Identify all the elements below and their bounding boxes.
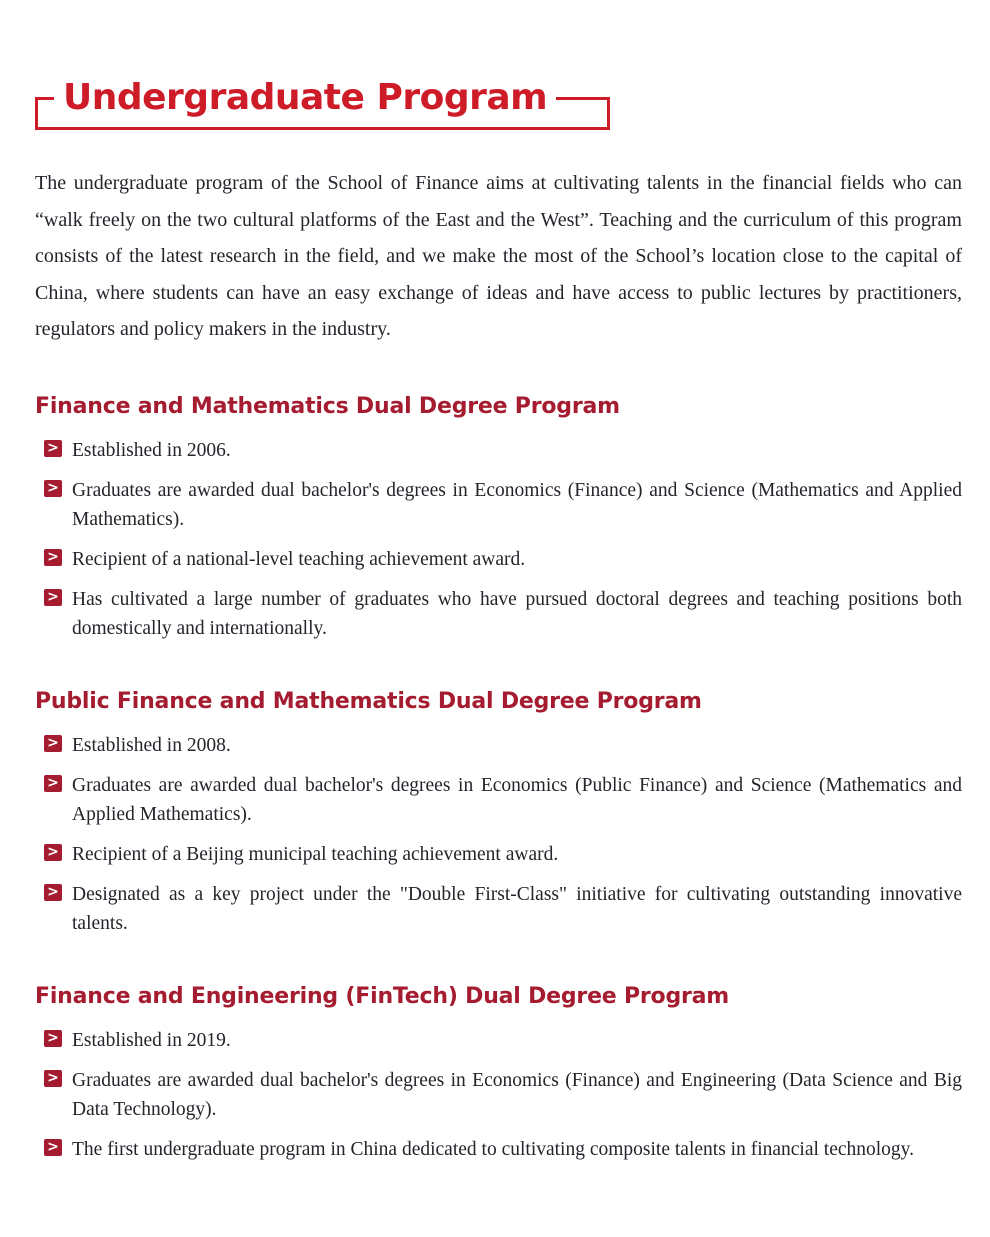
chevron-right-icon: > bbox=[44, 1139, 62, 1156]
page bbox=[35, 77, 962, 1164]
title-frame bbox=[35, 77, 610, 130]
program-section bbox=[35, 984, 962, 1164]
list-item bbox=[44, 1026, 962, 1055]
chevron-right-icon: > bbox=[44, 775, 62, 792]
list-item bbox=[44, 840, 962, 869]
chevron-right-icon: > bbox=[44, 480, 62, 497]
program-section bbox=[35, 689, 962, 938]
bullet-text: Established in 2019. bbox=[72, 1029, 231, 1051]
chevron-right-icon: > bbox=[44, 884, 62, 901]
bullet-text: Designated as a key project under the "Double First-Class" initiative for cultivating outstanding innovative talents. bbox=[72, 883, 962, 934]
chevron-right-icon: > bbox=[44, 589, 62, 606]
bullet-list bbox=[35, 436, 962, 643]
chevron-right-icon: > bbox=[44, 1030, 62, 1047]
bullet-text: Established in 2008. bbox=[72, 734, 231, 756]
chevron-right-icon: > bbox=[44, 549, 62, 566]
bullet-text: The first undergraduate program in China dedicated to cultivating composite talents in financial technology. bbox=[72, 1138, 915, 1160]
list-item bbox=[44, 545, 962, 574]
chevron-right-icon: > bbox=[44, 735, 62, 752]
list-item bbox=[44, 585, 962, 643]
section-heading: Finance and Mathematics Dual Degree Program bbox=[35, 393, 620, 419]
list-item bbox=[44, 880, 962, 938]
bullet-text: Graduates are awarded dual bachelor's degrees in Economics (Public Finance) and Science (Mathematics and Applied Mathematics). bbox=[72, 774, 962, 825]
section-heading: Finance and Engineering (FinTech) Dual Degree Program bbox=[35, 983, 730, 1009]
sections bbox=[35, 394, 962, 1164]
bullet-list bbox=[35, 731, 962, 938]
list-item bbox=[44, 731, 962, 760]
list-item bbox=[44, 1066, 962, 1124]
bullet-text: Graduates are awarded dual bachelor's degrees in Economics (Finance) and Engineering (Data Science and Big Data Technology). bbox=[72, 1069, 962, 1120]
page-title: Undergraduate Program bbox=[54, 79, 556, 117]
program-section bbox=[35, 394, 962, 643]
list-item bbox=[44, 436, 962, 465]
bullet-list bbox=[35, 1026, 962, 1164]
list-item bbox=[44, 771, 962, 829]
bullet-text: Recipient of a national-level teaching achievement award. bbox=[72, 548, 526, 570]
list-item bbox=[44, 476, 962, 534]
bullet-text: Established in 2006. bbox=[72, 439, 231, 461]
chevron-right-icon: > bbox=[44, 440, 62, 457]
chevron-right-icon: > bbox=[44, 1070, 62, 1087]
section-heading: Public Finance and Mathematics Dual Degree Program bbox=[35, 688, 702, 714]
bullet-text: Has cultivated a large number of graduates who have pursued doctoral degrees and teaching positions both domestically and internationally. bbox=[72, 588, 962, 639]
bullet-text: Recipient of a Beijing municipal teaching achievement award. bbox=[72, 843, 559, 865]
bullet-text: Graduates are awarded dual bachelor's degrees in Economics (Finance) and Science (Mathematics and Applied Mathematics). bbox=[72, 479, 962, 530]
chevron-right-icon: > bbox=[44, 844, 62, 861]
intro-paragraph: The undergraduate program of the School of Finance aims at cultivating talents in the financial fields who can “walk freely on the two cultural platforms of the East and the West”. Teaching and the curriculum of this program consists of the latest research in the field, and we make the most of the School’s location close to the capital of China, where students can have an easy exchange of ideas and have access to public lectures by practitioners, regulators and policy makers in the industry. bbox=[35, 172, 962, 340]
list-item bbox=[44, 1135, 962, 1164]
